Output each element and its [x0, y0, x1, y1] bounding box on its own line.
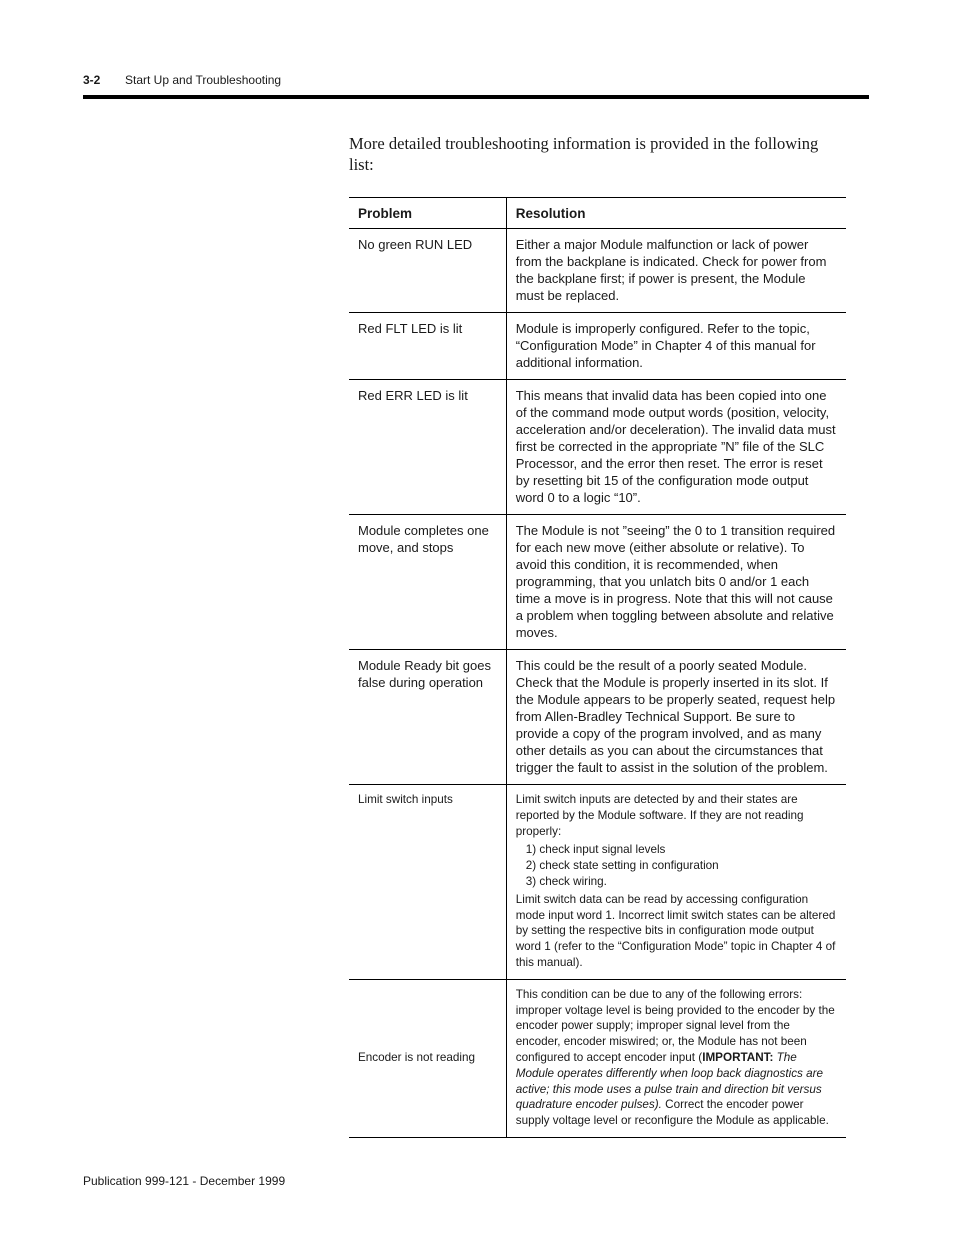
resolution-cell: This means that invalid data has been copied into one of the command mode output words (position, velocity, acceleration and/or deceleration). The invalid data must first be corrected in the appropriate ”N” file of the SLC Processor, and the error then reset. The error is reset by resetting bit 15 of the configuration mode output word 0 to a logic “10”. — [506, 380, 846, 515]
resolution-text-b: Correct the encoder power supply voltage level or reconfigure the Module as applicable. — [515, 1098, 829, 1128]
header-rule — [83, 95, 869, 99]
page-number: 3-2 — [83, 73, 101, 87]
resolution-outro: Limit switch data can be read by accessing configuration mode input word 1. Incorrect limit switch states can be altered by setting the respective bits in configuration mode output word 1 (refer to the “Configuration Mode” topic in Chapter 4 of this manual). — [515, 892, 836, 969]
important-label: IMPORTANT: — [702, 1050, 774, 1064]
important-note: The Module operates differently when loop back diagnostics are active; this mode uses a pulse train and direction bit versus quadrature encoder pulses). — [515, 1050, 824, 1112]
problem-cell: Red ERR LED is lit — [349, 380, 506, 515]
problem-cell: Red FLT LED is lit — [349, 313, 506, 380]
column-header-problem: Problem — [349, 198, 506, 229]
resolution-text-a: This condition can be due to any of the following errors: improper voltage level is being provided to the encoder by the encoder power supply; improper signal level from the encoder, encoder miswired; or, the Module has not been configured to accept encoder input ( — [515, 987, 835, 1064]
steps-list — [526, 842, 837, 889]
list-item: 3) check wiring. — [525, 874, 607, 888]
list-item: 2) check state setting in configuration — [525, 859, 719, 873]
resolution-cell: The Module is not ”seeing” the 0 to 1 transition required for each new move (either absolute or relative). To avoid this condition, it is recommended, when programming, that you unlatch bits 0 and/or 1 each time a move is in progress. Note that this will not cause a problem when toggling between absolute and relative moves. — [506, 515, 846, 650]
table-row — [349, 313, 846, 380]
problem-cell: Module completes one move, and stops — [349, 515, 506, 650]
column-header-resolution: Resolution — [506, 198, 846, 229]
problem-cell: Encoder is not reading — [349, 979, 506, 1137]
list-item: 1) check input signal levels — [525, 843, 666, 857]
table-row — [349, 979, 846, 1137]
table-row — [349, 785, 846, 980]
resolution-cell: This could be the result of a poorly seated Module. Check that the Module is properly inserted in its slot. If the Module appears to be properly seated, request help from Allen-Bradley Technical Support. Be sure to provide a copy of the program involved, and as many other details as you can about the circumstances that trigger the fault to assist in the solution of the problem. — [506, 650, 846, 785]
troubleshooting-table — [349, 197, 846, 1138]
publication-footer: Publication 999-121 - December 1999 — [83, 1174, 286, 1188]
intro-paragraph: More detailed troubleshooting information is provided in the following list: — [349, 134, 819, 174]
resolution-cell — [506, 785, 846, 980]
resolution-intro: Limit switch inputs are detected by and their states are reported by the Module software. If they are not reading properly: — [515, 793, 804, 838]
problem-cell: Module Ready bit goes false during operation — [349, 650, 506, 785]
table-row — [349, 650, 846, 785]
resolution-cell — [506, 979, 846, 1137]
section-title: Start Up and Troubleshooting — [125, 73, 282, 87]
table-header-row — [349, 198, 846, 229]
table-row — [349, 515, 846, 650]
resolution-cell: Module is improperly configured. Refer to the topic, “Configuration Mode” in Chapter 4 of this manual for additional information. — [506, 313, 846, 380]
table-row — [349, 380, 846, 515]
resolution-cell: Either a major Module malfunction or lack of power from the backplane is indicated. Check for power from the backplane first; if power is present, the Module must be replaced. — [506, 229, 846, 313]
problem-cell: Limit switch inputs — [349, 785, 506, 980]
table-row — [349, 229, 846, 313]
problem-cell: No green RUN LED — [349, 229, 506, 313]
